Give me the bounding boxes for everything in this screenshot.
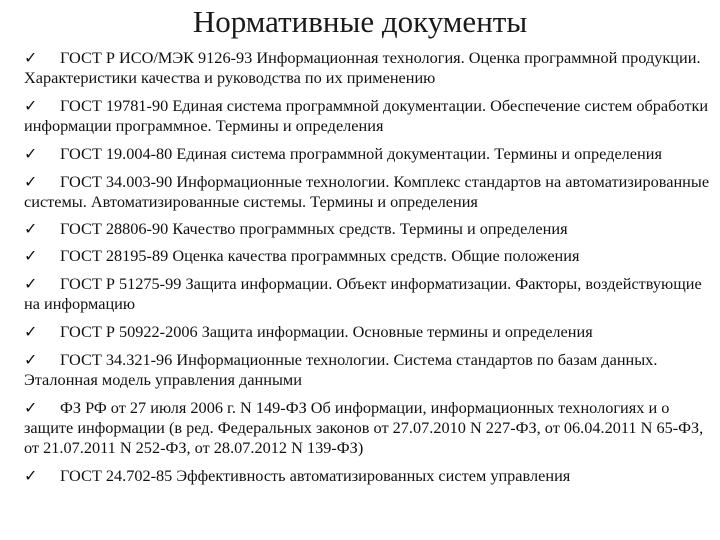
list-item	[24, 274, 714, 314]
checkmark-icon: ✓	[24, 466, 38, 485]
checkmark-icon: ✓	[24, 274, 38, 293]
checkmark-icon: ✓	[24, 96, 38, 115]
list-item-text: ГОСТ 19.004-80 Единая система программной документации. Термины и определения	[60, 144, 662, 163]
list-item	[24, 350, 714, 390]
list-item-text: ГОСТ 34.003-90 Информационные технологии. Комплекс стандартов на автоматизированные системы. Автоматизированные системы. Термины и определения	[24, 172, 710, 211]
list-item	[24, 219, 714, 239]
list-item-text: ГОСТ Р 51275-99 Защита информации. Объект информатизации. Факторы, воздействующие на информацию	[24, 274, 702, 313]
list-item	[24, 398, 714, 458]
list-item-text: ГОСТ 24.702-85 Эффективность автоматизированных систем управления	[60, 466, 571, 485]
list-item	[24, 48, 714, 88]
checkmark-icon: ✓	[24, 322, 38, 341]
list-item-text: ГОСТ 19781-90 Единая система программной документации. Обеспечение систем обработки информации программное. Термины и определения	[24, 96, 709, 135]
list-item-text: ФЗ РФ от 27 июля 2006 г. N 149-ФЗ Об информации, информационных технологиях и о защите информации (в ред. Федеральных законов от 27.07.2010 N 227-ФЗ, от 06.04.2011 N 65-ФЗ, от 21.07.2011 N 252-ФЗ, от 28.07.2012 N 139-ФЗ)	[24, 398, 704, 457]
list-item-text: ГОСТ Р ИСО/МЭК 9126-93 Информационная технология. Оценка программной продукции. Характеристики качества и руководства по их применению	[24, 48, 701, 87]
checkmark-icon: ✓	[24, 144, 38, 163]
list-item	[24, 144, 714, 164]
checkmark-icon: ✓	[24, 219, 38, 238]
list-item-text: ГОСТ 34.321-96 Информационные технологии. Система стандартов по базам данных. Эталонная модель управления данными	[24, 350, 658, 389]
list-item-text: ГОСТ 28195-89 Оценка качества программных средств. Общие положения	[60, 246, 580, 265]
list-item	[24, 96, 714, 136]
list-item	[24, 172, 714, 212]
checkmark-icon: ✓	[24, 246, 38, 265]
list-item-text: ГОСТ 28806-90 Качество программных средств. Термины и определения	[60, 219, 568, 238]
checkmark-icon: ✓	[24, 48, 38, 67]
document-list	[24, 48, 714, 486]
checkmark-icon: ✓	[24, 350, 38, 369]
list-item	[24, 322, 714, 342]
list-item-text: ГОСТ Р 50922-2006 Защита информации. Основные термины и определения	[60, 322, 593, 341]
list-item	[24, 246, 714, 266]
checkmark-icon: ✓	[24, 398, 38, 417]
list-item	[24, 466, 714, 486]
slide-title: Нормативные документы	[192, 4, 528, 39]
checkmark-icon: ✓	[24, 172, 38, 191]
